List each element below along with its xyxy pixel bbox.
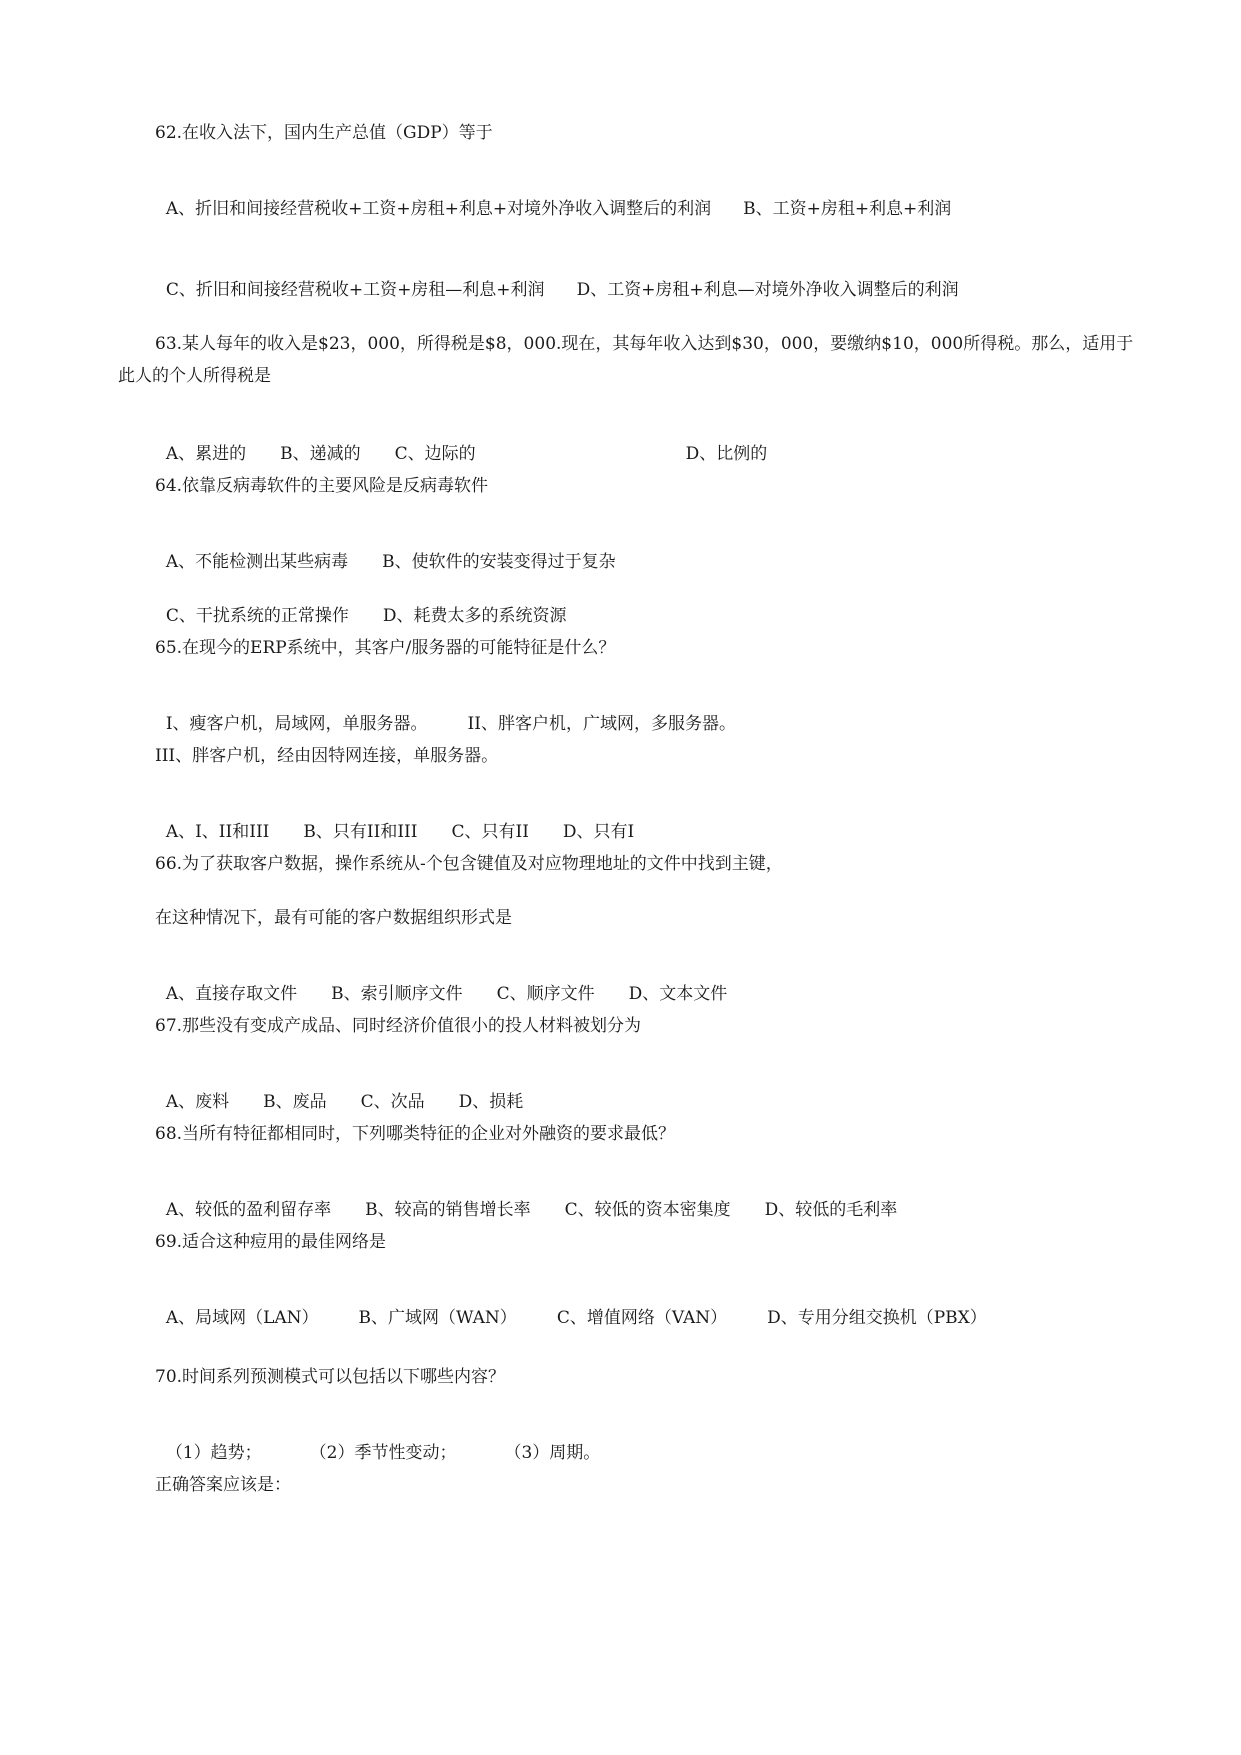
q65-item-1: I、瘦客户机，局域网，单服务器。 xyxy=(165,714,428,734)
q70-item-3: （3）周期。 xyxy=(504,1443,601,1463)
question-70-items xyxy=(155,1420,600,1464)
question-62-options-row2 xyxy=(155,257,959,301)
q68-option-b: B、较高的销售增长率 xyxy=(365,1200,531,1220)
question-63-options xyxy=(155,421,767,465)
q62-option-b: B、工资+房租+利息+利润 xyxy=(743,199,952,219)
q62-option-c: C、折旧和间接经营税收+工资+房租—利息+利润 xyxy=(165,280,545,300)
question-70-answer-label: 正确答案应该是： xyxy=(155,1475,291,1495)
q64-option-b: B、使软件的安装变得过于复杂 xyxy=(382,552,616,572)
question-65-stem: 65.在现今的ERP系统中，其客户/服务器的可能特征是什么？ xyxy=(155,638,616,658)
question-62-stem: 62.在收入法下，国内生产总值（GDP）等于 xyxy=(155,123,493,143)
q64-option-a: A、不能检测出某些病毒 xyxy=(165,552,349,572)
q66-option-a: A、直接存取文件 xyxy=(165,984,298,1004)
q66-option-d: D、文本文件 xyxy=(628,984,728,1004)
question-64-options-row2 xyxy=(155,583,566,627)
q65-option-a: A、I、II和III xyxy=(165,822,270,842)
question-65-items-row1 xyxy=(155,691,736,735)
q69-option-a: A、局域网（LAN） xyxy=(165,1308,319,1328)
question-66-options xyxy=(155,961,727,1005)
q63-option-c: C、边际的 xyxy=(394,444,476,464)
q62-option-d: D、工资+房租+利息—对境外净收入调整后的利润 xyxy=(576,280,959,300)
q66-option-c: C、顺序文件 xyxy=(496,984,595,1004)
question-68-options xyxy=(155,1177,897,1221)
question-66-stem-continued: 在这种情况下，最有可能的客户数据组织形式是 xyxy=(155,908,512,928)
q63-option-a: A、累进的 xyxy=(165,444,247,464)
question-65-options xyxy=(155,799,634,843)
q68-option-c: C、较低的资本密集度 xyxy=(564,1200,731,1220)
q69-option-c: C、增值网络（VAN） xyxy=(556,1308,728,1328)
question-69-options xyxy=(155,1285,987,1329)
q64-option-d: D、耗费太多的系统资源 xyxy=(382,606,567,626)
q65-option-c: C、只有II xyxy=(451,822,529,842)
q62-option-a: A、折旧和间接经营税收+工资+房租+利息+对境外净收入调整后的利润 xyxy=(165,199,712,219)
question-69-stem: 69.适合这种痘用的最佳网络是 xyxy=(155,1232,387,1252)
q67-option-c: C、次品 xyxy=(360,1092,425,1112)
question-64-options-row1 xyxy=(155,529,616,573)
q68-option-d: D、较低的毛利率 xyxy=(764,1200,898,1220)
question-70-stem: 70.时间系列预测模式可以包括以下哪些内容？ xyxy=(155,1367,506,1387)
question-68-stem: 68.当所有特征都相同时，下列哪类特征的企业对外融资的要求最低？ xyxy=(155,1124,676,1144)
question-67-stem: 67.那些没有变成产成品、同时经济价值很小的投人材料被划分为 xyxy=(155,1016,642,1036)
q63-option-d: D、比例的 xyxy=(685,444,768,464)
q69-option-b: B、广域网（WAN） xyxy=(358,1308,517,1328)
q65-option-d: D、只有I xyxy=(562,822,635,842)
q66-option-b: B、索引顺序文件 xyxy=(331,984,463,1004)
question-66-stem: 66.为了获取客户数据，操作系统从-个包含键值及对应物理地址的文件中找到主键， xyxy=(155,854,783,874)
q63-option-b: B、递减的 xyxy=(280,444,361,464)
q70-item-2: （2）季节性变动； xyxy=(309,1443,457,1463)
q70-item-1: （1）趋势； xyxy=(165,1443,262,1463)
question-62-options-row1 xyxy=(155,176,951,220)
q65-item-2: II、胖客户机，广域网，多服务器。 xyxy=(467,714,736,734)
q67-option-d: D、损耗 xyxy=(458,1092,524,1112)
q69-option-d: D、专用分组交换机（PBX） xyxy=(767,1308,987,1328)
q67-option-a: A、废料 xyxy=(165,1092,230,1112)
question-67-options xyxy=(155,1069,523,1113)
q64-option-c: C、干扰系统的正常操作 xyxy=(165,606,349,626)
question-64-stem: 64.依靠反病毒软件的主要风险是反病毒软件 xyxy=(155,476,489,496)
q67-option-b: B、废品 xyxy=(263,1092,327,1112)
q65-option-b: B、只有II和III xyxy=(303,822,418,842)
q68-option-a: A、较低的盈利留存率 xyxy=(165,1200,332,1220)
question-63-stem: 63.某人每年的收入是$23，000，所得税是$8，000.现在，其每年收入达到$30，000，要缴纳$10，000所得税。那么，适用于此人的个人所得税是 xyxy=(118,334,1134,386)
question-65-item-3: III、胖客户机，经由因特网连接，单服务器。 xyxy=(155,746,499,766)
